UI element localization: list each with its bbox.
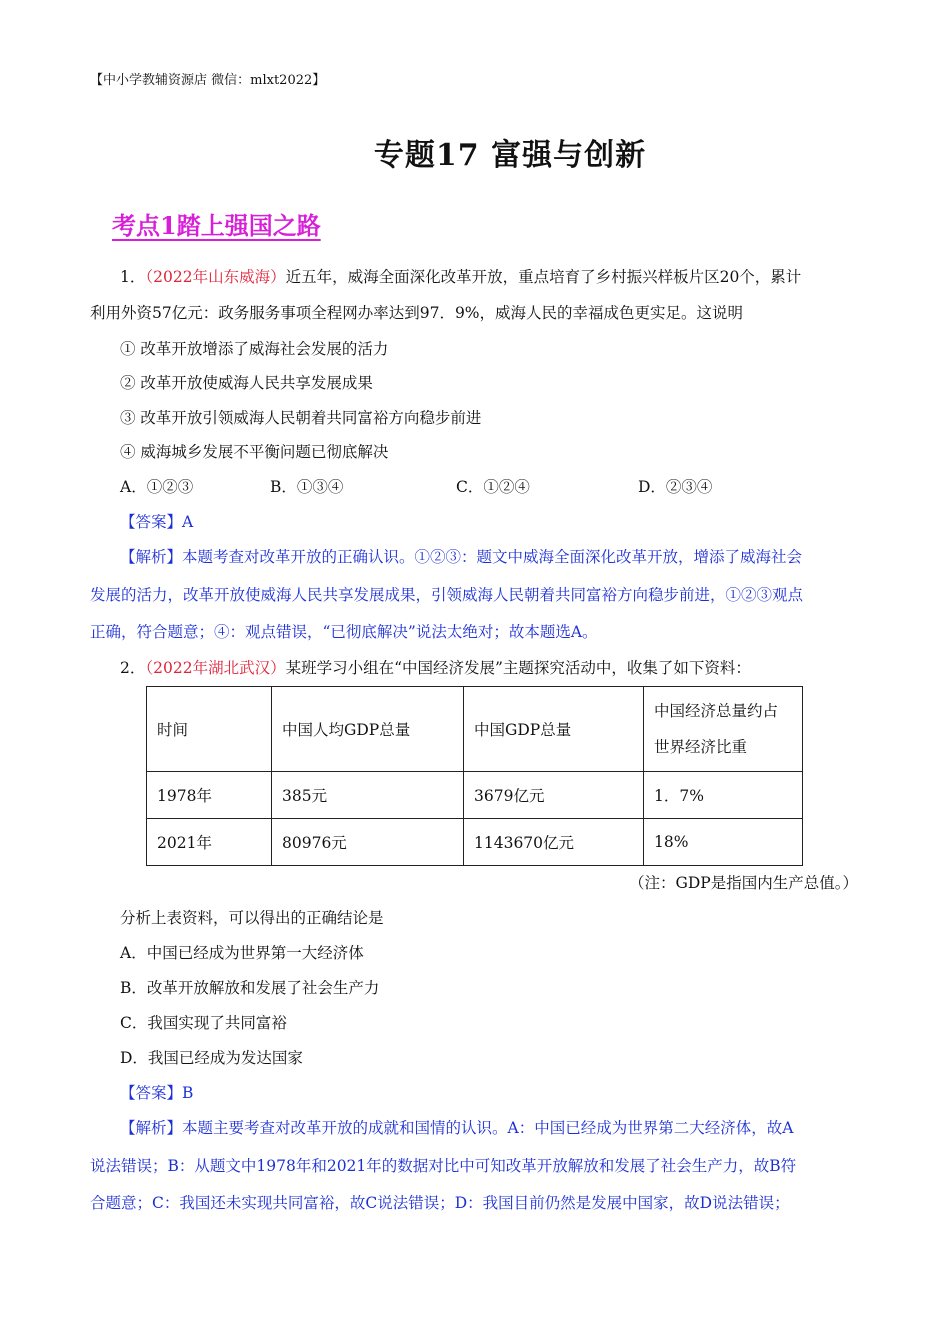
q1-item: ④ 威海城乡发展不平衡问题已彻底解决: [120, 443, 389, 461]
gdp-table: [146, 686, 803, 866]
table-note: （注：GDP是指国内生产总值。）: [629, 874, 858, 892]
table-header-cell: [644, 687, 803, 772]
q1-stem-line1: [120, 265, 801, 287]
table-cell: 18%: [644, 819, 803, 866]
q1-answer: 【答案】A: [120, 513, 194, 531]
q2-prompt: 分析上表资料，可以得出的正确结论是: [120, 909, 384, 927]
table-header-line: 中国经济总量约占: [654, 702, 779, 720]
q2-answer: 【答案】B: [120, 1084, 194, 1102]
q2-option-b: B．改革开放解放和发展了社会生产力: [120, 979, 380, 997]
q2-option-c: C．我国实现了共同富裕: [120, 1014, 287, 1032]
q1-stem-text: 近五年，威海全面深化改革开放，重点培育了乡村振兴样板片区20个，累计: [285, 268, 802, 286]
q1-analysis-line: 【解析】本题考查对改革开放的正确认识。①②③：题文中威海全面深化改革开放，增添了威海社会: [120, 548, 803, 566]
q1-number: 1．: [120, 268, 146, 286]
table-cell: 385元: [272, 772, 464, 819]
q2-number: 2．: [120, 659, 146, 677]
table-header-line: 世界经济比重: [654, 738, 748, 756]
q2-analysis-line: 说法错误；B：从题文中1978年和2021年的数据对比中可知改革开放解放和发展了社会生产力，故B符: [90, 1157, 797, 1175]
q2-analysis-line: 【解析】本题主要考查对改革开放的成就和国情的认识。A：中国已经成为世界第二大经济体，故A: [120, 1119, 794, 1137]
q1-analysis-line: 正确，符合题意；④：观点错误，“已彻底解决”说法太绝对；故本题选A。: [90, 623, 598, 641]
header-note: 【中小学教辅资源店 微信：mlxt2022】: [90, 73, 326, 88]
section-heading: 考点1踏上强国之路: [112, 211, 321, 240]
q1-option-c: C．①②④: [456, 478, 530, 496]
table-header-cell: 时间: [147, 687, 272, 772]
q1-option-d: D．②③④: [638, 478, 713, 496]
q1-analysis-line: 发展的活力，改革开放使威海人民共享发展成果，引领威海人民朝着共同富裕方向稳步前进，①②③观点: [90, 586, 804, 604]
q2-stem-text: 某班学习小组在“中国经济发展”主题探究活动中，收集了如下资料：: [285, 659, 751, 677]
q1-option-b: B．①③④: [270, 478, 344, 496]
table-cell: 3679亿元: [464, 772, 644, 819]
q1-stem-line2: 利用外资57亿元：政务服务事项全程网办率达到97．9%，威海人民的幸福成色更实足。这说明: [90, 304, 744, 322]
table-cell: 2021年: [147, 819, 272, 866]
table-cell: 80976元: [272, 819, 464, 866]
q1-option-a: A．①②③: [120, 478, 194, 496]
table-cell: 1978年: [147, 772, 272, 819]
q1-item: ② 改革开放使威海人民共享发展成果: [120, 374, 373, 392]
q2-analysis-line: 合题意；C：我国还未实现共同富裕，故C说法错误；D：我国目前仍然是发展中国家，故D说法错误；: [90, 1194, 790, 1212]
q1-item: ① 改革开放增添了威海社会发展的活力: [120, 340, 389, 358]
page-title: 专题17 富强与创新: [373, 138, 647, 173]
table-cell: 1143670亿元: [464, 819, 644, 866]
table-row: [147, 819, 803, 866]
q2-option-a: A．中国已经成为世界第一大经济体: [120, 944, 364, 962]
table-header-row: [147, 687, 803, 772]
table-header-cell: 中国人均GDP总量: [272, 687, 464, 772]
table-row: [147, 772, 803, 819]
table-header-cell: 中国GDP总量: [464, 687, 644, 772]
q2-option-d: D．我国已经成为发达国家: [120, 1049, 303, 1067]
table-cell: 1．7%: [644, 772, 803, 819]
q1-item: ③ 改革开放引领威海人民朝着共同富裕方向稳步前进: [120, 409, 482, 427]
q2-stem: [120, 656, 751, 678]
q1-source: （2022年山东威海）: [145, 268, 286, 286]
q2-source: （2022年湖北武汉）: [145, 659, 286, 677]
